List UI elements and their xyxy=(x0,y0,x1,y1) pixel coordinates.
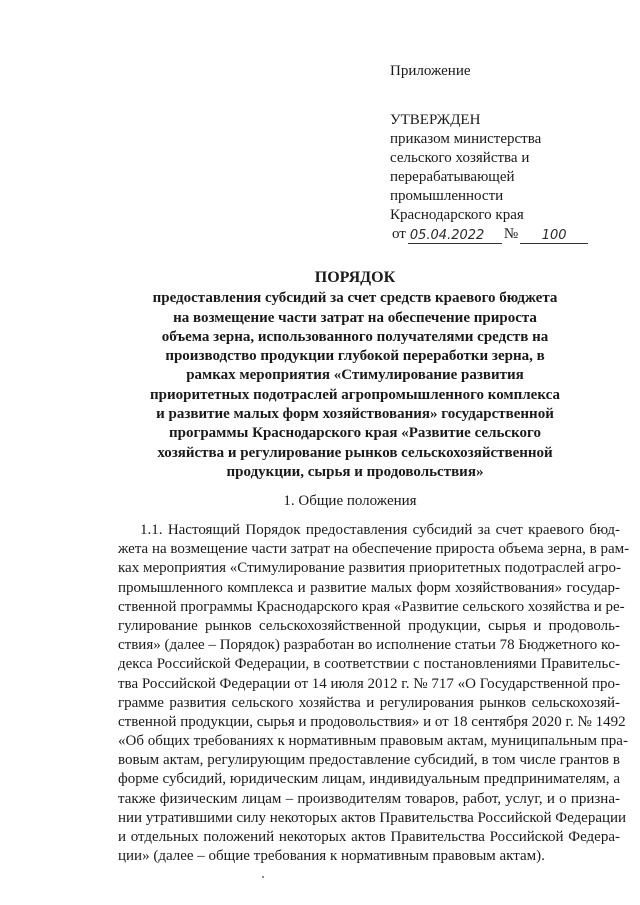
title-line: предоставления субсидий за счет средств краевого бюджета xyxy=(152,290,558,307)
handwritten-date: 05.04.2022 xyxy=(408,228,502,244)
paragraph-line: грамме развития сельского хозяйства и регулирования рынков сельскохозяй- xyxy=(118,694,620,711)
paragraph-line: форме субсидий, юридическим лицам, индивидуальным предпринимателям, а xyxy=(118,771,620,788)
date-prefix: от xyxy=(392,226,406,242)
paragraph-line: гулирование рынков сельскохозяйственной продукции, сырья и продоволь- xyxy=(118,617,620,634)
approval-line: Краснодарского края xyxy=(390,207,524,223)
paragraph-line: декса Российской Федерации, в соответствии с постановлениями Правительс- xyxy=(118,656,620,673)
approval-line: сельского хозяйства и xyxy=(390,150,530,166)
title-line: и развитие малых форм хозяйствования» государственной xyxy=(156,406,554,423)
paragraph-line: ках мероприятия «Стимулирование развития приоритетных подотраслей агро- xyxy=(118,560,621,577)
paragraph-line: вовым актам, регулирующим предоставление субсидий, в том числе грантов в xyxy=(118,752,620,769)
approval-line: перерабатывающей xyxy=(390,169,515,185)
paragraph-line: промышленного комплекса и развитие малых форм хозяйствования» государ- xyxy=(118,579,620,596)
title-line: хозяйства и регулирование рынков сельскохозяйственной xyxy=(157,444,553,461)
approved-label: УТВЕРЖДЕН xyxy=(390,112,481,128)
approval-block xyxy=(390,62,620,244)
paragraph-line: 1.1. Настоящий Порядок предоставления субсидий за счет краевого бюд- xyxy=(140,522,620,538)
paragraph-line: «Об общих требованиях к нормативным правовым актам, муниципальным пра- xyxy=(118,733,628,750)
title-line: приоритетных подотраслей агропромышленного комплекса xyxy=(150,386,560,403)
document-title xyxy=(120,268,590,482)
paragraph-line: ственной продукции, сырья и продовольствия» и от 18 сентября 2020 г. № 1492 xyxy=(118,713,626,730)
paragraph-line: и отдельных положений некоторых актов Правительства Российской Федера- xyxy=(118,829,620,845)
approval-line: приказом министерства xyxy=(390,131,542,147)
title-line: объема зерна, использованного получателями средств на xyxy=(161,328,549,345)
paragraph-line: ственной программы Краснодарского края «Развитие сельского хозяйства и ре- xyxy=(118,598,625,615)
title-line: на возмещение части затрат на обеспечение прироста xyxy=(173,309,537,326)
appendix-label: Приложение xyxy=(390,63,471,79)
title-line: продукции, сырья и продовольствия» xyxy=(226,463,484,480)
title-line: рамках мероприятия «Стимулирование развития xyxy=(186,367,524,384)
paragraph-1-1 xyxy=(118,521,630,866)
title-line: программы Краснодарского края «Развитие сельского xyxy=(169,425,541,442)
paragraph-line: нии утратившими силу некоторых актов Правительства Российской Федерации xyxy=(118,809,627,826)
section-heading: 1. Общие положения xyxy=(283,493,417,509)
paragraph-line: тва Российской Федерации от 14 июля 2012 г. № 717 «О Государственной про- xyxy=(118,675,620,692)
title-heading: ПОРЯДОК xyxy=(314,269,396,286)
title-line: производство продукции глубокой переработки зерна, в xyxy=(165,348,545,365)
paragraph-line: ствия» (далее – Порядок) разработан во исполнение статьи 78 Бюджетного ко- xyxy=(118,637,621,654)
handwritten-number: 100 xyxy=(520,228,588,244)
paragraph-line: жета на возмещение части затрат на обеспечение прироста объема зерна, в рам- xyxy=(118,541,630,558)
scan-speck xyxy=(262,876,264,878)
number-prefix: № xyxy=(503,226,519,242)
approval-line: промышленности xyxy=(390,188,504,204)
order-date-number-row xyxy=(390,225,620,244)
paragraph-line: ции» (далее – общие требования к нормативным правовым актам). xyxy=(118,848,545,865)
paragraph-line: также физическим лицам – производителям товаров, работ, услуг, и о призна- xyxy=(118,790,620,807)
